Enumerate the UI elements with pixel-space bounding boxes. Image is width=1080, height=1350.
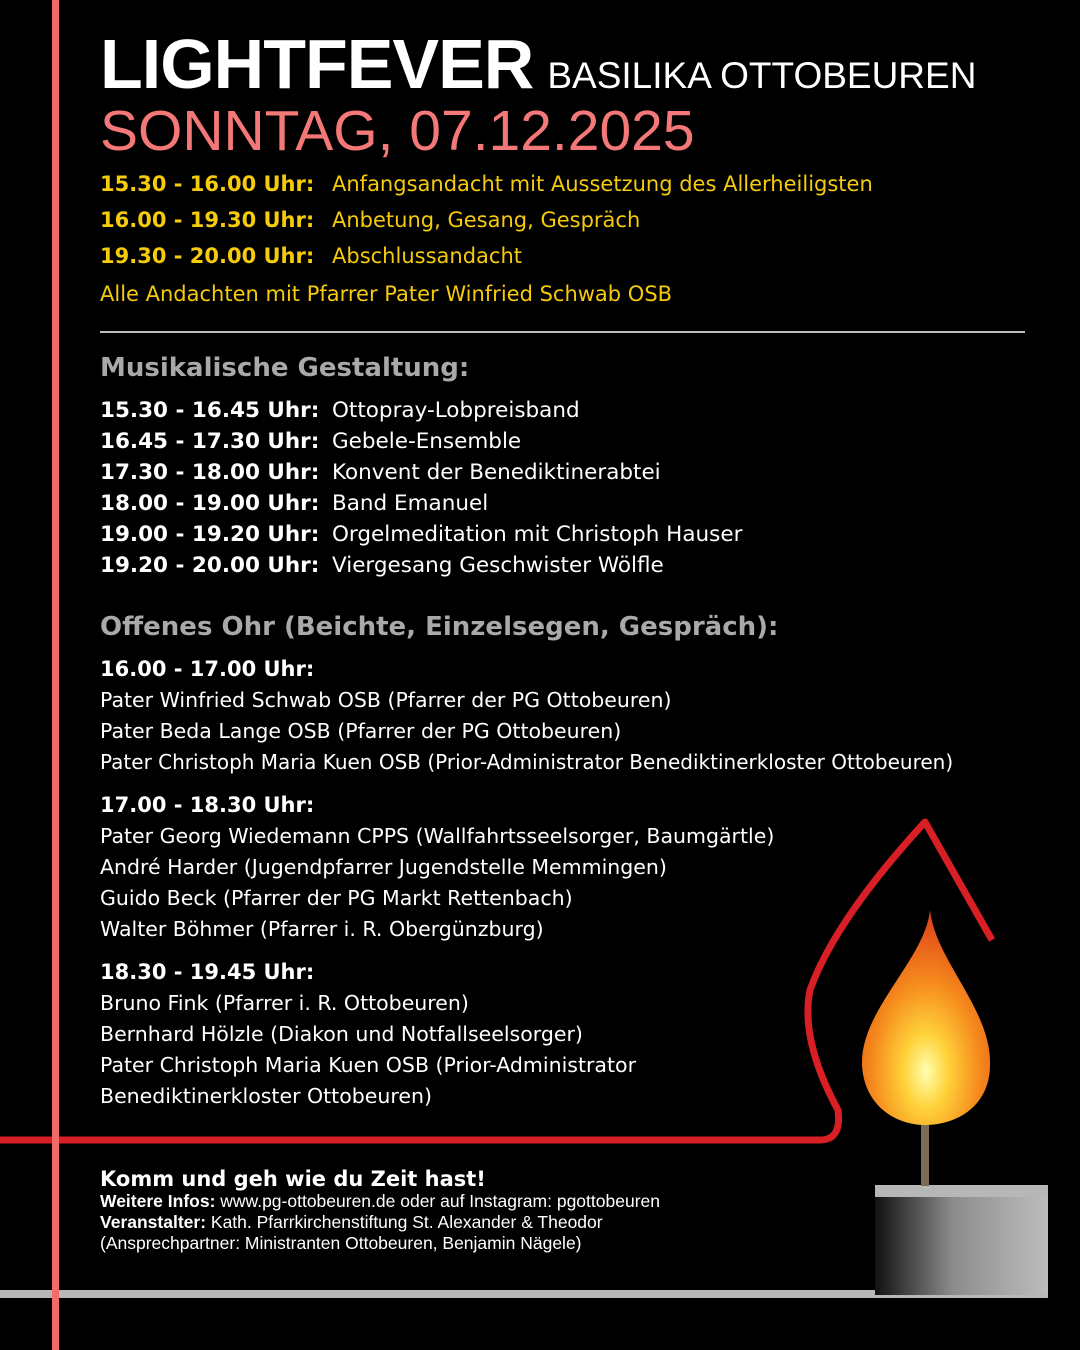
schedule-note: Alle Andachten mit Pfarrer Pater Winfried Schwab OSB <box>100 282 673 306</box>
website-link: www.pg-ottobeuren.de oder auf Instagram: pgottobeuren <box>215 1191 660 1211</box>
music-heading: Musikalische Gestaltung: <box>100 353 470 383</box>
event-title <box>100 24 976 104</box>
open-ear-person: Pater Beda Lange OSB (Pfarrer der PG Ottobeuren) <box>100 719 622 743</box>
candle-base <box>875 1185 1048 1295</box>
music-row: 18.00 - 19.00 Uhr: Band Emanuel <box>100 491 489 516</box>
open-ear-person: Bruno Fink (Pfarrer i. R. Ottobeuren) <box>100 991 469 1015</box>
schedule-row: 19.30 - 20.00 Uhr: Abschlussandacht <box>100 244 522 268</box>
open-ear-person: Pater Christoph Maria Kuen OSB (Prior-Administrator <box>100 1053 637 1077</box>
footer-organizer: Veranstalter: Kath. Pfarrkirchenstiftung St. Alexander & Theodor <box>100 1212 603 1232</box>
open-ear-person: André Harder (Jugendpfarrer Jugendstelle Memmingen) <box>100 855 667 879</box>
divider <box>100 331 1025 333</box>
event-location: BASILIKA OTTOBEUREN <box>547 55 977 96</box>
open-ear-person: Pater Georg Wiedemann CPPS (Wallfahrtsseelsorger, Baumgärtle) <box>100 824 775 848</box>
footer-contact: (Ansprechpartner: Ministranten Ottobeuren, Benjamin Nägele) <box>100 1233 582 1253</box>
music-row: 19.00 - 19.20 Uhr: Orgelmeditation mit Christoph Hauser <box>100 522 743 547</box>
accent-vertical-line <box>52 0 59 1350</box>
open-ear-person: Bernhard Hölzle (Diakon und Notfallseelsorger) <box>100 1022 583 1046</box>
music-row: 17.30 - 18.00 Uhr: Konvent der Benediktinerabtei <box>100 460 661 485</box>
event-name: LIGHTFEVER <box>100 25 534 103</box>
open-ear-person: Walter Böhmer (Pfarrer i. R. Obergünzburg) <box>100 917 544 941</box>
candle-wick <box>921 1118 929 1186</box>
music-row: 16.45 - 17.30 Uhr: Gebele-Ensemble <box>100 429 522 454</box>
open-ear-person: Pater Winfried Schwab OSB (Pfarrer der PG Ottobeuren) <box>100 688 672 712</box>
open-ear-person: Benediktinerkloster Ottobeuren) <box>100 1084 432 1108</box>
open-ear-person: Guido Beck (Pfarrer der PG Markt Rettenbach) <box>100 886 573 910</box>
open-ear-heading: Offenes Ohr (Beichte, Einzelsegen, Gespräch): <box>100 612 779 642</box>
open-ear-time: 16.00 - 17.00 Uhr: <box>100 657 315 681</box>
schedule-row: 16.00 - 19.30 Uhr: Anbetung, Gesang, Gespräch <box>100 208 641 232</box>
open-ear-time: 18.30 - 19.45 Uhr: <box>100 960 315 984</box>
footer-info: Weitere Infos: www.pg-ottobeuren.de oder auf Instagram: pgottobeuren <box>100 1191 660 1211</box>
open-ear-time: 17.00 - 18.30 Uhr: <box>100 793 315 817</box>
event-date: SONNTAG, 07.12.2025 <box>100 99 695 163</box>
schedule-row: 15.30 - 16.00 Uhr: Anfangsandacht mit Aussetzung des Allerheiligsten <box>100 172 873 196</box>
music-row: 15.30 - 16.45 Uhr: Ottopray-Lobpreisband <box>100 398 580 423</box>
footer <box>100 1167 800 1254</box>
footer-motto: Komm und geh wie du Zeit hast! <box>100 1167 486 1191</box>
music-row: 19.20 - 20.00 Uhr: Viergesang Geschwister Wölfle <box>100 553 664 578</box>
open-ear-person: Pater Christoph Maria Kuen OSB (Prior-Administrator Benediktinerkloster Ottobeuren) <box>100 750 954 774</box>
candle-flame-icon <box>862 910 990 1125</box>
